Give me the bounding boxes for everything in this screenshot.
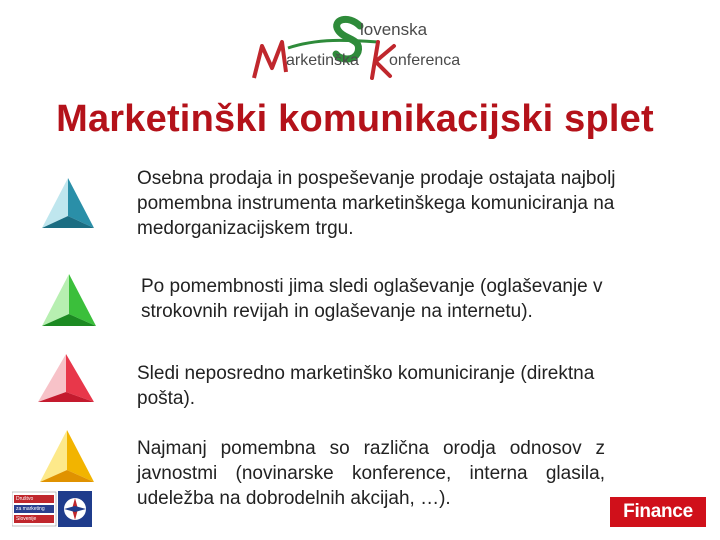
green-triangle-icon xyxy=(40,272,98,328)
teal-triangle-icon xyxy=(40,176,96,230)
finance-logo: Finance xyxy=(610,497,706,527)
conference-logo xyxy=(248,12,478,84)
logo-word-bottom-right: onferenca xyxy=(389,52,461,69)
society-logo-line-2: za marketing xyxy=(16,506,45,512)
society-logo xyxy=(12,491,92,527)
item-text-2: Po pomembnosti jima sledi oglaševanje (oglaševanje v strokovnih revijah in oglaševanje na internetu). xyxy=(141,276,603,322)
society-logo-line-1: Društvo xyxy=(16,496,34,502)
society-logo-line-3: Slovenije xyxy=(16,516,37,522)
logo-word-bottom-left: arketinška xyxy=(286,52,359,69)
item-text-4: Najmanj pomembna so različna orodja odnosov z javnostmi (novinarske konference, interna glasila, udeležba na dobrodelnih akcijah, …). xyxy=(137,438,605,509)
logo-word-top: lovenska xyxy=(360,20,428,39)
item-text-3: Sledi neposredno marketinško komuniciranje (direktna pošta). xyxy=(137,363,595,409)
slide-title: Marketinški komunikacijski splet xyxy=(56,98,654,140)
red-triangle-icon xyxy=(36,352,96,404)
yellow-triangle-icon xyxy=(38,428,96,484)
item-text-1: Osebna prodaja in pospeševanje prodaje ostajata najbolj pomembna instrumenta marketinškega komuniciranja na medorganizacijskem trgu. xyxy=(137,168,616,239)
